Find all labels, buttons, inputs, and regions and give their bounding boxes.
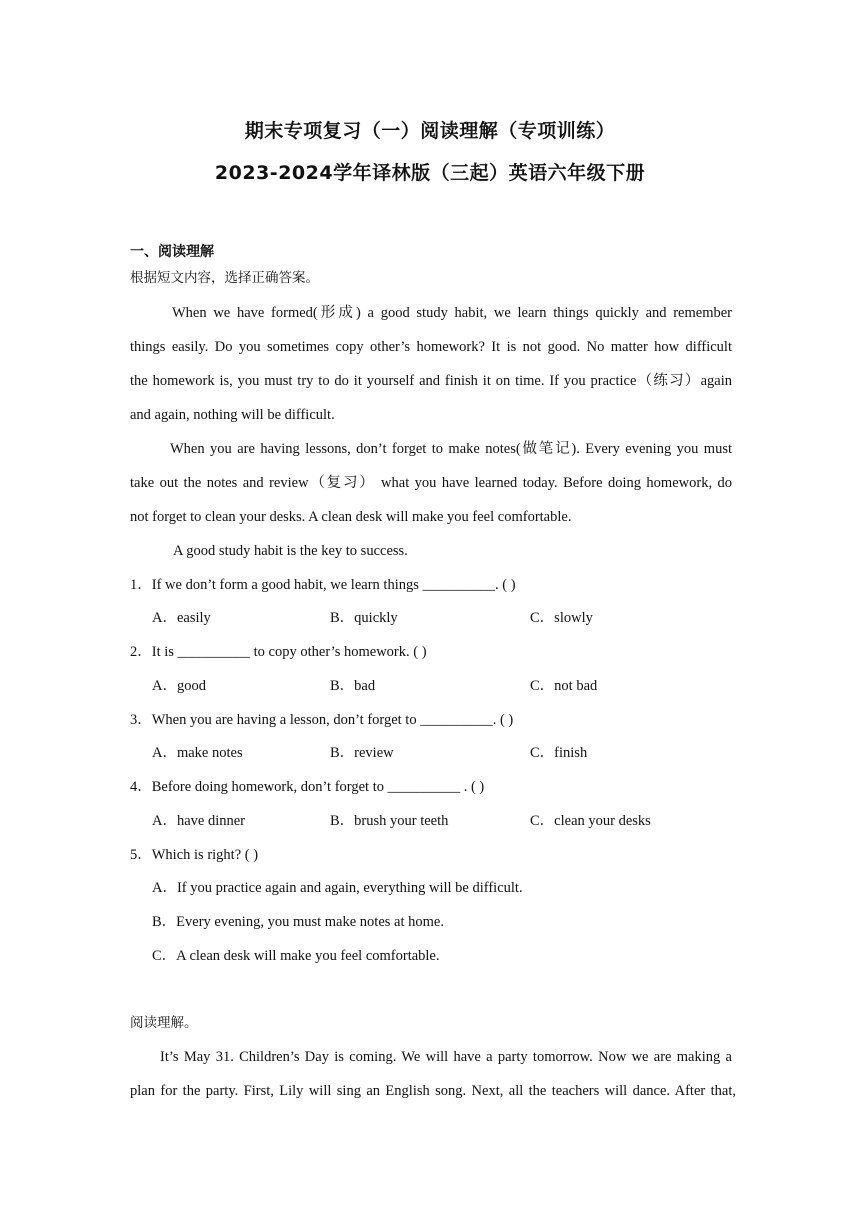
q2-option-c: C．not bad: [530, 678, 598, 694]
question-5: 5．Which is right? ( ): [130, 847, 259, 863]
question-1: 1．If we don’t form a good habit, we learn things __________. ( ): [130, 577, 516, 593]
question-2: 2．It is __________ to copy other’s homework. ( ): [130, 644, 427, 660]
passage-line: When you are having lessons, don’t forget to make notes(做笔记). Every evening you must: [170, 441, 732, 457]
passage-line: take out the notes and review（复习） what you have learned today. Before doing homework, do: [130, 475, 732, 491]
question-4: 4．Before doing homework, don’t forget to __________ . ( ): [130, 779, 485, 795]
passage-line: not forget to clean your desks. A clean desk will make you feel comfortable.: [130, 509, 572, 525]
document-title-line1: 期末专项复习（一）阅读理解（专项训练）: [244, 120, 616, 142]
q3-option-b: B．review: [330, 745, 394, 761]
q5-option-c: C．A clean desk will make you feel comfortable.: [152, 948, 440, 964]
q1-option-a: A．easily: [152, 610, 211, 626]
section-heading: 一、阅读理解: [130, 244, 214, 260]
passage-line: A good study habit is the key to success.: [173, 543, 408, 559]
section2-instruction: 阅读理解。: [130, 1015, 198, 1031]
passage2-line: It’s May 31. Children’s Day is coming. We will have a party tomorrow. Now we are making a: [160, 1049, 732, 1065]
q1-option-c: C．slowly: [530, 610, 593, 626]
q5-option-a: A．If you practice again and again, everything will be difficult.: [152, 880, 523, 896]
passage-line: things easily. Do you sometimes copy other’s homework? It is not good. No matter how difficult: [130, 339, 732, 355]
q3-option-a: A．make notes: [152, 745, 243, 761]
q4-option-c: C．clean your desks: [530, 813, 651, 829]
q5-option-b: B．Every evening, you must make notes at home.: [152, 914, 444, 930]
q2-option-a: A．good: [152, 678, 206, 694]
passage-line: When we have formed(形成) a good study habit, we learn things quickly and remember: [172, 305, 732, 321]
q1-option-b: B．quickly: [330, 610, 398, 626]
q4-option-b: B．brush your teeth: [330, 813, 449, 829]
document-title-line2: 2023-2024学年译林版（三起）英语六年级下册: [214, 162, 646, 184]
q4-option-a: A．have dinner: [152, 813, 246, 829]
section-instruction: 根据短文内容，选择正确答案。: [130, 270, 319, 286]
passage-line: and again, nothing will be difficult.: [130, 407, 335, 423]
q3-option-c: C．finish: [530, 745, 588, 761]
passage-line: the homework is, you must try to do it yourself and finish it on time. If you practice（练习）again: [130, 373, 732, 389]
question-3: 3．When you are having a lesson, don’t forget to __________. ( ): [130, 712, 514, 728]
q2-option-b: B．bad: [330, 678, 376, 694]
passage2-line: plan for the party. First, Lily will sing an English song. Next, all the teachers will dance. After that,: [130, 1083, 736, 1099]
